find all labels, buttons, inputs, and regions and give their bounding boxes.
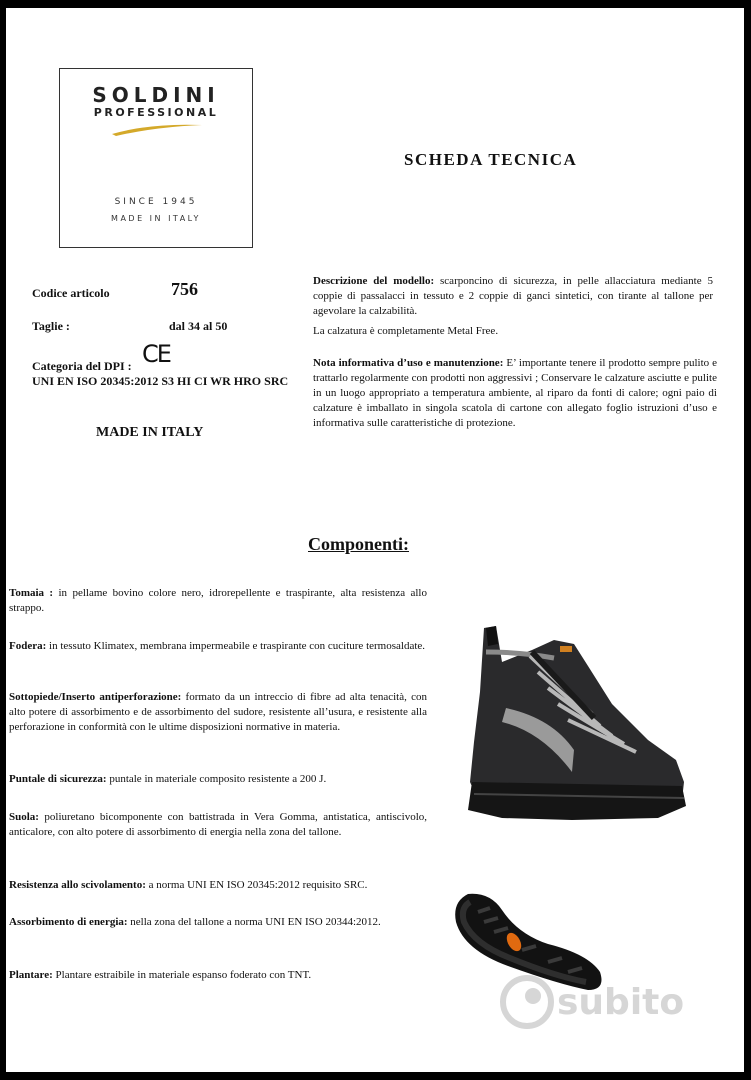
nota-text: E’ importante tenere il prodotto sempre pulito e trattarlo regolarmente con prodotti non aggressivi ; Conservare le calzature asciutte e pulite in un luogo appropriato a temperatura ambiente, al riparo da fonti di calore; ogni paio di calzature è imballato in singola scatola di cartone con allegato foglio istruzioni d’uso e informativa sulle caratteristiche di protezione. bbox=[313, 357, 717, 429]
component-tomaia bbox=[9, 586, 427, 616]
logo-since: SINCE 1945 bbox=[114, 197, 198, 207]
nota-label: Nota informativa d’uso e manutenzione: bbox=[313, 357, 504, 369]
logo-brand-name: SOLDINI bbox=[92, 83, 220, 107]
watermark-text: subito bbox=[557, 982, 685, 1023]
component-label: Fodera: bbox=[9, 640, 47, 652]
descrizione-label: Descrizione del modello: bbox=[313, 275, 435, 287]
descrizione-paragraph bbox=[313, 274, 713, 319]
component-label: Sottopiede/Inserto antiperforazione: bbox=[9, 691, 182, 703]
component-resistenza bbox=[9, 878, 427, 893]
subito-watermark bbox=[499, 970, 713, 1034]
component-label: Tomaia : bbox=[9, 587, 54, 599]
component-puntale bbox=[9, 772, 427, 787]
component-label: Plantare: bbox=[9, 969, 53, 981]
component-sottopiede bbox=[9, 690, 427, 735]
descrizione-text: scarponcino di sicurezza, in pelle allacciatura mediante 5 coppie di passalacci in tessuto e 2 coppie di ganci sintetici, con tirante al tallone per agevolare la calzabilità. bbox=[313, 275, 713, 317]
categoria-norma: UNI EN ISO 20345:2012 S3 HI CI WR HRO SRC bbox=[32, 374, 289, 388]
component-text: puntale in materiale composito resistente a 200 J. bbox=[106, 773, 327, 785]
categoria-label: Categoria del DPI : bbox=[32, 359, 132, 373]
component-label: Resistenza allo scivolamento: bbox=[9, 879, 146, 891]
document-page bbox=[6, 8, 744, 1072]
component-text: formato da un intreccio di fibre ad alta tenacità, con alto potere di assorbimento e de assorbimento del sudore, resistente all’usura, e resistente alla perforazione in conformità con le ultime disposizioni normative in materia. bbox=[9, 691, 428, 733]
codice-label: Codice articolo bbox=[32, 286, 110, 300]
boot-side-image bbox=[462, 622, 694, 824]
ce-mark: CE bbox=[142, 340, 170, 368]
component-text: in tessuto Klimatex, membrana impermeabile e traspirante con cuciture termosaldate. bbox=[46, 640, 426, 652]
metal-free-text: La calzatura è completamente Metal Free. bbox=[313, 325, 499, 337]
component-label: Suola: bbox=[9, 811, 39, 823]
component-text: poliuretano bicomponente con battistrada in Vera Gomma, antistatica, antiscivolo, anticalore, con alto potere di assorbimento di energia nella zona del tallone. bbox=[9, 811, 427, 838]
page-title: SCHEDA TECNICA bbox=[404, 150, 578, 169]
logo-subtitle: PROFESSIONAL bbox=[93, 106, 219, 119]
component-label: Assorbimento di energia: bbox=[9, 916, 128, 928]
taglie-value: dal 34 al 50 bbox=[169, 319, 228, 333]
taglie-label: Taglie : bbox=[32, 319, 70, 333]
nota-paragraph bbox=[313, 356, 717, 431]
component-text: Plantare estraibile in materiale espanso foderato con TNT. bbox=[52, 969, 312, 981]
component-suola bbox=[9, 810, 427, 840]
logo-made-in: MADE IN ITALY bbox=[111, 214, 201, 223]
codice-value: 756 bbox=[171, 279, 198, 299]
made-in-italy: MADE IN ITALY bbox=[96, 425, 204, 440]
component-label: Puntale di sicurezza: bbox=[9, 773, 107, 785]
component-assorbimento bbox=[9, 915, 427, 930]
component-text: nella zona del tallone a norma UNI EN ISO 20344:2012. bbox=[127, 916, 381, 928]
component-fodera bbox=[9, 639, 427, 654]
component-text: in pellame bovino colore nero, idrorepellente e traspirante, alta resistenza allo strappo. bbox=[9, 587, 427, 614]
logo-swoosh-icon bbox=[110, 121, 204, 137]
component-plantare bbox=[9, 968, 427, 983]
component-text: a norma UNI EN ISO 20345:2012 requisito SRC. bbox=[145, 879, 368, 891]
componenti-title: Componenti: bbox=[308, 534, 410, 554]
brand-logo bbox=[59, 68, 253, 248]
